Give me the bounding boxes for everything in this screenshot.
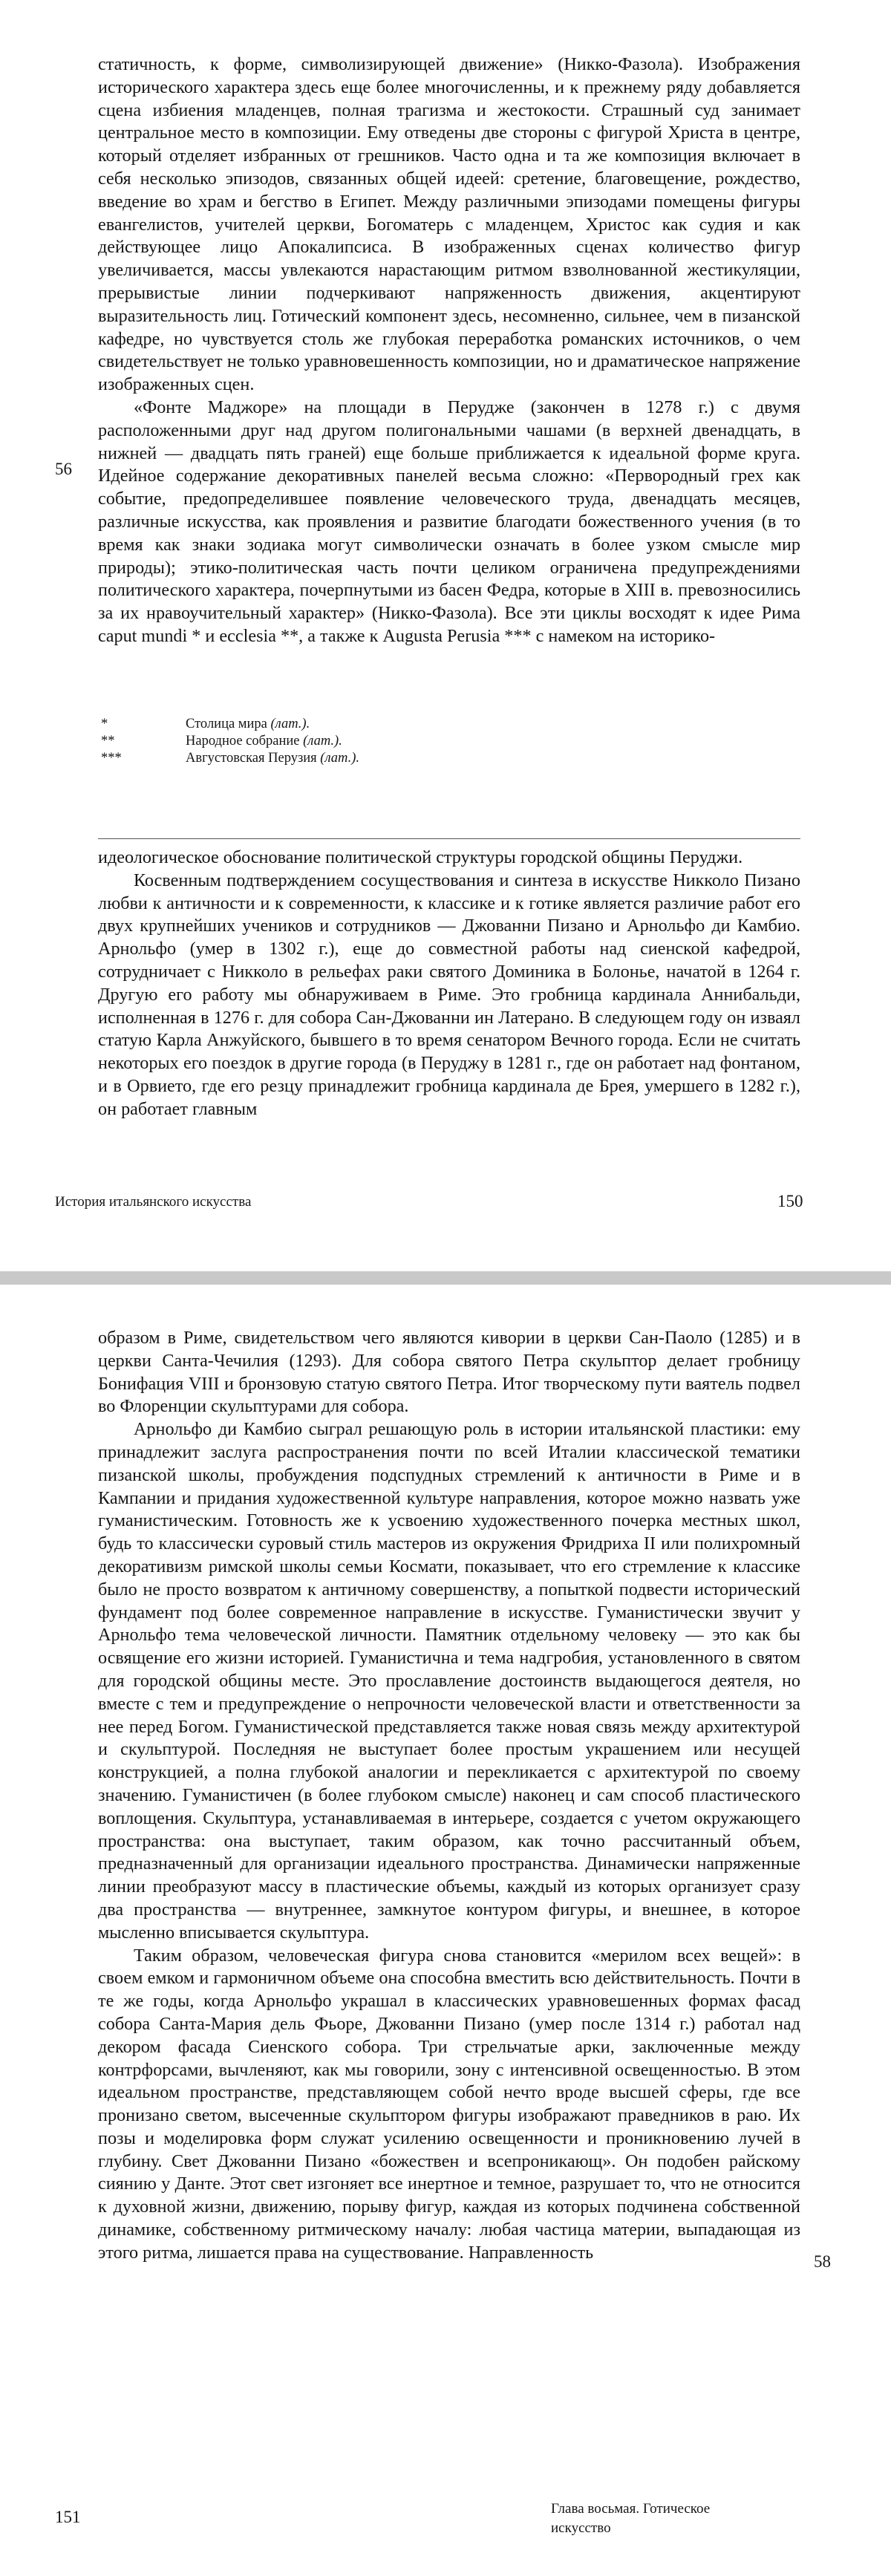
- footnote: [98, 733, 800, 750]
- footnote-text: Столица мира (лат.).: [186, 717, 310, 731]
- paragraph: Таким образом, человеческая фигура снова становится «мерилом всех вещей»: в своем емком и гармоничном объеме она способна вместить всю действительность. Почти в те же годы, когда Арнольфо украшал в классических уравновешенных формах фасад собора Санта-Мария дель Фьоре, Джованни Пизано (умер после 1314 г.) работал над декором фасада Сиенского собора. Три стрельчатые арки, заключенные между контрфорсами, вычленяют, как мы говорили, зону с интенсивной освещенностью. В этом идеальном пространстве, представляющем собой нечто вроде высшей сферы, где все пронизано светом, высеченные скульптором фигуры изображают праведников в раю. Их позы и моделировка форм служат усилению освещенности и проникновению лучей в глубину. Свет Джованни Пизано «божествен и всепроникающ». Он подобен райскому сиянию у Данте. Этот свет изгоняет все инертное и темное, разрушает то, что не относится к духовной жизни, движению, порыву фигур, каждая из которых подчинена собственной динамике, собственному ритмическому началу: любая частица материи, выпадающая из этого ритма, лишается права на существование. Направленность: [98, 1945, 800, 2263]
- footnote: [98, 750, 800, 767]
- page-151: [0, 1285, 891, 2576]
- text-block: [98, 1327, 800, 2265]
- footnote: [98, 716, 800, 733]
- footnote-language-tag: (лат.).: [270, 717, 310, 731]
- paragraph: Косвенным подтверждением сосуществования и синтеза в искусстве Никколо Пизано любви к античности и к современности, к классике и к готике является различие работ его двух крупнейших учеников и сотрудников — Джованни Пизано и Арнольфо ди Камбио. Арнольфо (умер в 1302 г.), еще до совместной работы над сиенской кафедрой, сотрудничает с Никколо в рельефах раки святого Доминика в Болонье, начатой в 1264 г. Другую его работу мы обнаруживаем в Риме. Это гробница кардинала Аннибальди, исполненная в 1276 г. для собора Сан-Джованни ин Латерано. В следующем году он изваял статую Карла Анжуйского, бывшего в то время сенатором Вечного города. Если не считать некоторых его поездок в другие города (в Перуджу в 1281 г., где он работает над фонтаном, и в Орвието, где его резцу принадлежит гробница кардинала де Брея, умершего в 1282 г.), он работает главным: [98, 870, 800, 1119]
- footnote-mark: ***: [101, 751, 122, 766]
- footnote-language-tag: (лат.).: [303, 734, 342, 749]
- running-head: Глава восьмая. Готическое искусство: [551, 2501, 711, 2536]
- footnote-language-tag: (лат.).: [320, 751, 359, 766]
- running-head: История итальянского искусства: [55, 1194, 252, 1210]
- paragraph: образом в Риме, свидетельством чего являются кивории в церкви Сан-Паоло (1285) и в церкви Санта-Чечилия (1293). Для собора святого Петра скульптор делает гробницу Бонифация VIII и бронзовую статую святого Петра. Итог творческому пути ваятель подвел во Флоренции скульптурами для собора.: [98, 1328, 800, 1417]
- page-number: 150: [777, 1192, 803, 1210]
- margin-note-number: 58: [814, 2252, 831, 2271]
- footnote-text: Народное собрание (лат.).: [186, 734, 342, 749]
- margin-note-number: 56: [55, 460, 72, 478]
- footnote-mark: **: [101, 734, 115, 749]
- footnote-text: Августовская Перузия (лат.).: [186, 751, 359, 766]
- paragraph: идеологическое обоснование политической структуры городской общины Перуджи.: [98, 847, 743, 867]
- section-divider: [98, 838, 800, 839]
- page-150: [0, 0, 891, 1271]
- text-block: [98, 53, 800, 648]
- text-block: [98, 847, 800, 1121]
- paragraph: статичность, к форме, символизирующей движение» (Никко-Фазола). Изображения исторического характера здесь еще более многочисленны, и к прежнему ряду добавляется сцена избиения младенцев, полная трагизма и жестокости. Страшный суд занимает центральное место в композиции. Ему отведены две стороны с фигурой Христа в центре, который отделяет избранных от грешников. Часто одна и та же композиция включает в себя несколько эпизодов, связанных общей идеей: сретение, благовещение, рождество, введение во храм и бегство в Египет. Между различными эпизодами помещены фигуры евангелистов, учителей церкви, Богоматерь с младенцем, Христос как судия и как действующее лицо Апокалипсиса. В изображенных сценах количество фигур увеличивается, массы увлекаются нарастающим ритмом взволнованной жестикуляции, прерывистые линии подчеркивают напряженность движения, акцентируют выразительность лиц. Готический компонент здесь, несомненно, сильнее, чем в пизанской кафедре, но чувствуется столь же глубокая переработка романских источников, о чем свидетельствует не только уравновешенность композиции, но и драматическое напряжение изображенных сцен.: [98, 54, 800, 395]
- page-number: 151: [55, 2508, 81, 2526]
- footnotes: [98, 716, 800, 767]
- paragraph: «Фонте Маджоре» на площади в Перудже (закончен в 1278 г.) с двумя расположенными друг над другом полигональными чашами (в верхней двенадцать, в нижней — двадцать пять граней) еще больше приближается к идеальной форме круга. Идейное содержание декоративных панелей весьма сложно: «Первородный грех как событие, предопределившее появление человеческого труда, двенадцать месяцев, различные искусства, как проявления и развитие благодати божественного учения (в то время как знаки зодиака могут символически означать в более узком смысле мир природы); этико-политическая часть почти целиком ограничена предупреждениями политического характера, почерпнутыми из басен Федра, которые в XIII в. превозносились за их нравоучительный характер» (Никко-Фазола). Все эти циклы восходят к идее Рима caput mundi * и ecclesia **, а также к Augusta Perusia *** с намеком на историко-: [98, 397, 800, 646]
- paragraph: Арнольфо ди Камбио сыграл решающую роль в истории итальянской пластики: ему принадлежит заслуга распространения почти по всей Италии классической тематики пизанской школы, пробуждения подспудных стремлений к античности в Риме и в Кампании и придания художественной культуре направления, которое можно назвать уже гуманистическим. Готовность же к усвоению художественного почерка местных школ, будь то классически суровый стиль мастеров из окружения Фридриха II или полихромный декоративизм римской школы семьи Космати, показывает, что его стремление к классике было не просто возвратом к античному совершенству, а попыткой подвести исторический фундамент под более современное направление в искусстве. Гуманистически звучит у Арнольфо тема человеческой личности. Памятник отдельному человеку — это как бы освящение его жизни историей. Гуманистична и тема надгробия, установленного в святом для городской общины месте. Это прославление достоинств выдающегося деятеля, но вместе с тем и предупреждение о непрочности человеческой власти и ответственности за нее перед Богом. Гуманистической представляется также новая связь между архитектурой и скульптурой. Последняя не выступает более простым украшением или несущей конструкцией, а полна глубокой аналогии и перекликается с архитектурой по своему значению. Гуманистичен (в более глубоком смысле) наконец и сам способ пластического воплощения. Скульптура, устанавливаемая в интерьере, создается с учетом окружающего пространства: она выступает, таким образом, как точно рассчитанный объем, предназначенный для организации идеального пространства. Динамически напряженные линии преобразуют массу в пластические объемы, каждый из которых организует сразу два пространства — внутреннее, замкнутое контуром фигуры, и внешнее, в которое мысленно вписывается скульптура.: [98, 1419, 800, 1943]
- footnote-mark: *: [101, 717, 108, 731]
